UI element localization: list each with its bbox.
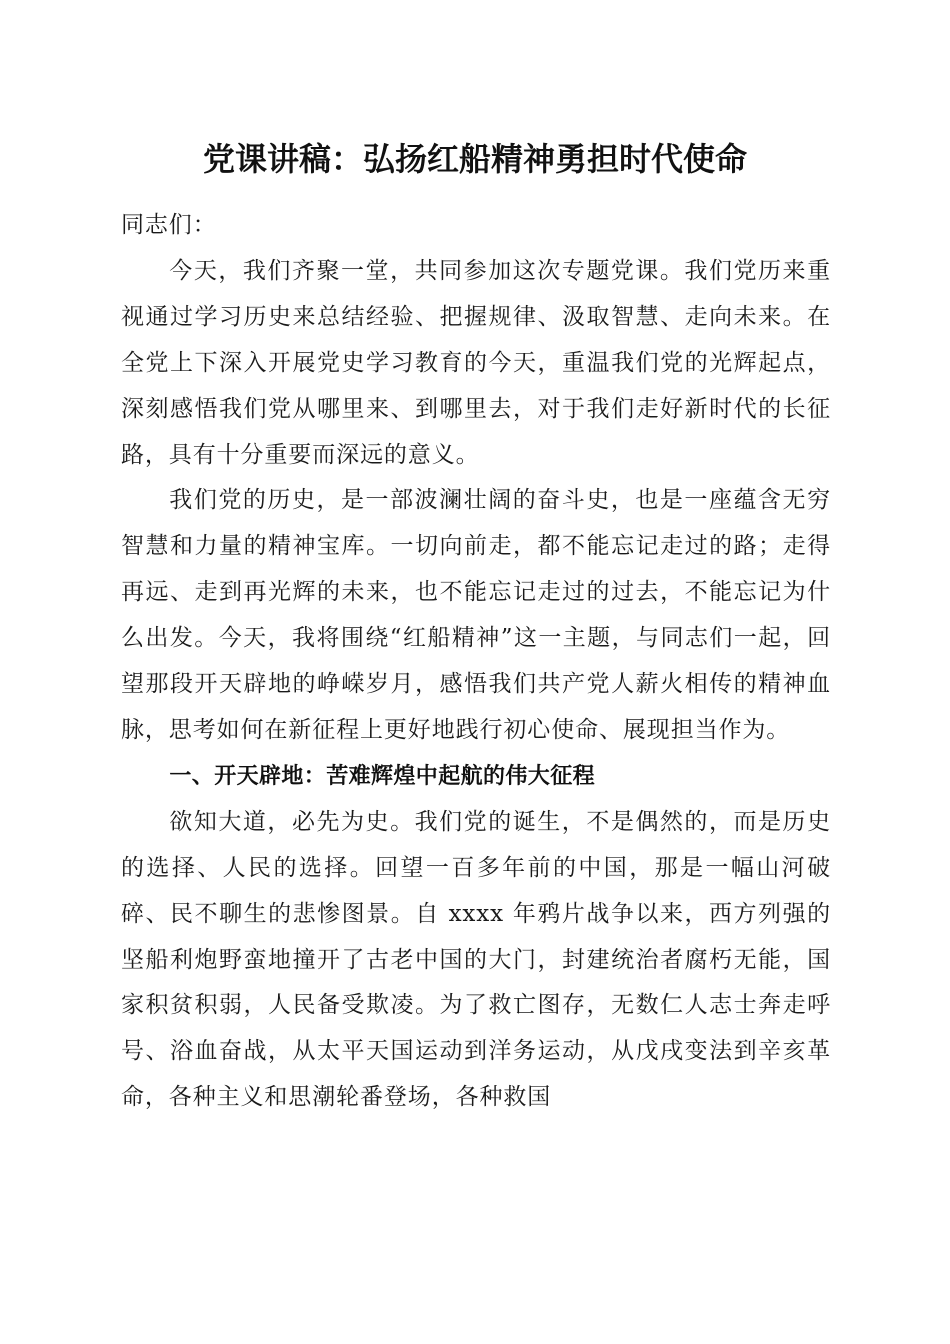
salutation: 同志们：: [121, 212, 217, 238]
section-heading: 一、开天辟地：苦难辉煌中起航的伟大征程: [169, 763, 595, 789]
paragraph-section-one: 欲知大道，必先为史。我们党的诞生，不是偶然的，而是历史的选择、人民的选择。回望一百多年前的中国，那是一幅山河破碎、民不聊生的悲惨图景。自 xxxx 年鸦片战争以来，西方列强的坚船利炮野蛮地撞开了古老中国的大门，封建统治者腐朽无能，国家积贫积弱，人民备受欺凌。为了救亡图存，无数仁人志士奔走呼号、浴血奋战，从太平天国运动到洋务运动，从戊戌变法到辛亥革命，各种主义和思潮轮番登场，各种救国: [121, 808, 831, 1111]
paragraph-intro: 今天，我们齐聚一堂，共同参加这次专题党课。我们党历来重视通过学习历史来总结经验、把握规律、汲取智慧、走向未来。在全党上下深入开展党史学习教育的今天，重温我们党的光辉起点，深刻感悟我们党从哪里来、到哪里去，对于我们走好新时代的长征路，具有十分重要而深远的意义。: [121, 257, 831, 468]
document-body: [121, 203, 831, 1121]
document-title: 党课讲稿：弘扬红船精神勇担时代使命: [202, 140, 747, 178]
paragraph-theme: 我们党的历史，是一部波澜壮阔的奋斗史，也是一座蕴含无穷智慧和力量的精神宝库。一切向前走，都不能忘记走过的路；走得再远、走到再光辉的未来，也不能忘记走过的过去，不能忘记为什么出发。今天，我将围绕“红船精神”这一主题，与同志们一起，回望那段开天辟地的峥嵘岁月，感悟我们共产党人薪火相传的精神血脉，思考如何在新征程上更好地践行初心使命、展现担当作为。: [121, 487, 831, 743]
